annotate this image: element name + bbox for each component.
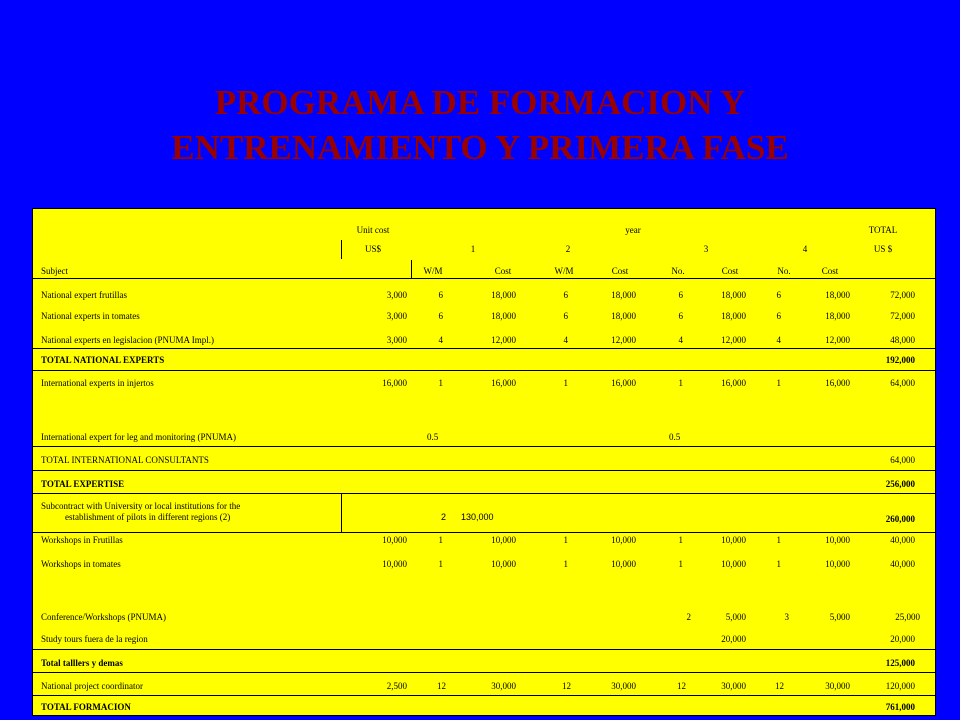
cell-qty-1: 6	[438, 290, 443, 300]
cell-qty-3: 4	[678, 335, 683, 345]
cell-cost-2: 18,000	[611, 290, 636, 300]
cell-total: 72,000	[890, 311, 915, 321]
cell-cost-3: 10,000	[721, 559, 746, 569]
cell-total: 64,000	[890, 455, 915, 465]
header-year-1: 1	[470, 244, 476, 254]
cell-qty-2: 6	[563, 290, 568, 300]
cell-total: 64,000	[890, 378, 915, 388]
cell-qty-4: 6	[776, 290, 781, 300]
cell-qty-2: 1	[563, 378, 568, 388]
header-cost-3: Cost	[721, 266, 739, 276]
cell-unit-cost: 10,000	[382, 535, 407, 545]
cell-qty-3: 6	[678, 311, 683, 321]
hline	[33, 370, 936, 371]
cell-cost-1: 18,000	[491, 290, 516, 300]
cell-qty-1: 4	[438, 335, 443, 345]
row-label: Total talllers y demas	[41, 658, 123, 668]
cell-unit-cost: 10,000	[382, 559, 407, 569]
cell-qty-2: 6	[563, 311, 568, 321]
cell-cost-3: 18,000	[721, 290, 746, 300]
cell-value-2: 0.5	[669, 432, 681, 442]
cell-total: 260,000	[885, 514, 915, 524]
cell-cost-3: 5,000	[725, 612, 746, 622]
cell-cost-1: 10,000	[491, 535, 516, 545]
cell-cost-1: 12,000	[491, 335, 516, 345]
header-wm-1: W/M	[423, 266, 443, 276]
row-label: Workshops in tomates	[41, 559, 121, 569]
row-label: International expert for leg and monitoring (PNUMA)	[41, 432, 236, 442]
cell-cost-3: 10,000	[721, 535, 746, 545]
cell-cost-1: 18,000	[491, 311, 516, 321]
hline	[33, 470, 936, 471]
cell-cost-2: 30,000	[611, 681, 636, 691]
hline	[33, 672, 936, 673]
cell-cost-3: 16,000	[721, 378, 746, 388]
cell-total: 120,000	[885, 681, 915, 691]
row-label: TOTAL INTERNATIONAL CONSULTANTS	[41, 455, 209, 465]
cell-qty-2: 12	[562, 681, 571, 691]
cell-qty-1: 1	[438, 535, 443, 545]
cell-qty-3: 1	[678, 378, 683, 388]
row-label: Study tours fuera de la region	[41, 634, 148, 644]
cell-total: 192,000	[885, 355, 915, 365]
cell-total: 25,000	[895, 612, 920, 622]
header-usd-total: US $	[873, 244, 893, 254]
title-line-2: ENTRENAMIENTO Y PRIMERA FASE	[171, 128, 789, 167]
header-usd: US$	[364, 244, 381, 254]
cell-cost-4: 18,000	[825, 290, 850, 300]
header-year-2: 2	[565, 244, 571, 254]
cell-total: 48,000	[890, 335, 915, 345]
header-no-4: No.	[777, 266, 791, 276]
cell-cost-1: 30,000	[491, 681, 516, 691]
cell-qty-4: 6	[776, 311, 781, 321]
cell-qty-3: 1	[678, 559, 683, 569]
header-cost-2: Cost	[611, 266, 629, 276]
cell-total: 40,000	[890, 535, 915, 545]
cell-qty-3: 12	[677, 681, 686, 691]
cell-qty-2: 1	[563, 535, 568, 545]
cell-cost: 130,000	[461, 512, 494, 522]
hline	[33, 695, 936, 696]
cell-cost-1: 16,000	[491, 378, 516, 388]
cell-cost-2: 10,000	[611, 535, 636, 545]
cell-qty-1: 12	[437, 681, 446, 691]
cell-unit-cost: 3,000	[386, 311, 407, 321]
cell-cost-2: 16,000	[611, 378, 636, 388]
hline	[33, 348, 936, 349]
cell-cost-2: 10,000	[611, 559, 636, 569]
cell-total: 40,000	[890, 559, 915, 569]
cell-qty: 2	[440, 512, 446, 522]
hline	[33, 278, 936, 279]
hline	[33, 446, 936, 447]
cell-value-1: 0.5	[427, 432, 439, 442]
cell-qty-3: 6	[678, 290, 683, 300]
cell-qty-4: 4	[776, 335, 781, 345]
cell-qty-1: 1	[438, 559, 443, 569]
cell-qty-4: 1	[776, 378, 781, 388]
row-label: Workshops in Frutillas	[41, 535, 123, 545]
vline-wm	[411, 260, 412, 278]
cell-qty-4: 1	[776, 535, 781, 545]
cell-qty-4: 12	[775, 681, 784, 691]
row-label-line-1: Subcontract with University or local institutions for the	[41, 501, 241, 511]
title-line-1: PROGRAMA DE FORMACION Y	[214, 83, 746, 122]
cell-cost-3: 18,000	[721, 311, 746, 321]
cell-qty-4: 3	[784, 612, 789, 622]
row-label: TOTAL FORMACION	[41, 702, 131, 712]
row-label: National expert frutillas	[41, 290, 127, 300]
cell-unit-cost: 3,000	[386, 290, 407, 300]
cell-total: 256,000	[885, 479, 915, 489]
header-no-3: No.	[671, 266, 685, 276]
cell-cost-3: 20,000	[721, 634, 746, 644]
cell-cost-4: 10,000	[825, 535, 850, 545]
cell-cost-3: 12,000	[721, 335, 746, 345]
row-label: International experts in injertos	[41, 378, 154, 388]
row-label: National experts in tomates	[41, 311, 140, 321]
cell-qty-3: 1	[678, 535, 683, 545]
cell-qty-1: 1	[438, 378, 443, 388]
cell-unit-cost: 2,500	[386, 681, 407, 691]
header-year-4: 4	[802, 244, 808, 254]
cell-cost-4: 30,000	[825, 681, 850, 691]
header-year-3: 3	[703, 244, 709, 254]
header-year: year	[625, 225, 641, 235]
cell-total: 20,000	[890, 634, 915, 644]
vline-usd	[341, 240, 342, 259]
hline	[33, 532, 936, 533]
header-cost-1: Cost	[494, 266, 512, 276]
cell-unit-cost: 3,000	[386, 335, 407, 345]
header-unit-cost: Unit cost	[356, 225, 390, 235]
budget-table	[32, 208, 936, 716]
row-label: National experts en legislacion (PNUMA Impl.)	[41, 335, 214, 345]
slide-title	[0, 80, 960, 170]
cell-cost-4: 12,000	[825, 335, 850, 345]
cell-cost-4: 5,000	[829, 612, 850, 622]
cell-qty-1: 6	[438, 311, 443, 321]
header-wm-2: W/M	[554, 266, 574, 276]
cell-cost-1: 10,000	[491, 559, 516, 569]
row-label: TOTAL EXPERTISE	[41, 479, 125, 489]
cell-qty-2: 1	[563, 559, 568, 569]
row-label: National project coordinator	[41, 681, 143, 691]
cell-total: 72,000	[890, 290, 915, 300]
cell-cost-4: 10,000	[825, 559, 850, 569]
row-label-line-2: establishment of pilots in different regions (2)	[65, 512, 231, 522]
cell-total: 125,000	[885, 658, 915, 668]
header-cost-4: Cost	[821, 266, 839, 276]
vline-subcontract	[341, 493, 342, 532]
cell-cost-2: 12,000	[611, 335, 636, 345]
row-label: Conference/Workshops (PNUMA)	[41, 612, 167, 622]
row-label: TOTAL NATIONAL EXPERTS	[41, 355, 165, 365]
cell-cost-3: 30,000	[721, 681, 746, 691]
cell-unit-cost: 16,000	[382, 378, 407, 388]
cell-cost-4: 18,000	[825, 311, 850, 321]
cell-qty-4: 1	[776, 559, 781, 569]
cell-cost-4: 16,000	[825, 378, 850, 388]
cell-qty-3: 2	[686, 612, 691, 622]
hline	[33, 493, 936, 494]
cell-total: 761,000	[885, 702, 915, 712]
hline	[33, 649, 936, 650]
cell-qty-2: 4	[563, 335, 568, 345]
cell-cost-2: 18,000	[611, 311, 636, 321]
header-total: TOTAL	[868, 225, 898, 235]
header-subject: Subject	[41, 266, 68, 276]
